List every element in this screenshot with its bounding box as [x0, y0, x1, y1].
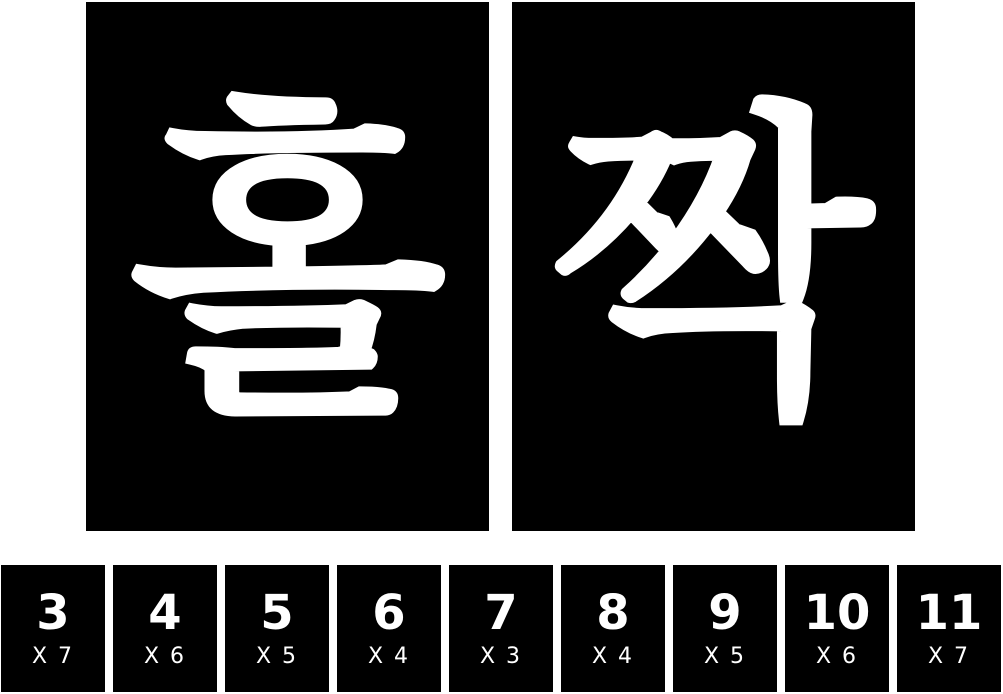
sum-multiplier: X 4 — [367, 644, 411, 669]
sum-tile-5[interactable] — [225, 565, 329, 692]
sum-tile-11[interactable] — [897, 565, 1001, 692]
sum-multiplier: X 6 — [815, 644, 859, 669]
sum-value: 6 — [372, 585, 406, 641]
sum-multiplier: X 7 — [927, 644, 971, 669]
sum-value: 7 — [484, 585, 518, 641]
odd-bet-button[interactable] — [86, 2, 489, 531]
sum-value: 10 — [803, 585, 871, 641]
sum-tile-8[interactable] — [561, 565, 665, 692]
sum-tile-3[interactable] — [1, 565, 105, 692]
even-bet-button[interactable] — [512, 2, 915, 531]
sum-multiplier: X 4 — [591, 644, 635, 669]
sum-bet-row — [1, 565, 1002, 692]
sum-multiplier: X 5 — [255, 644, 299, 669]
sum-tile-10[interactable] — [785, 565, 889, 692]
sum-value: 4 — [148, 585, 182, 641]
sum-tile-6[interactable] — [337, 565, 441, 692]
even-label: 짝 — [554, 74, 873, 459]
sum-multiplier: X 3 — [479, 644, 523, 669]
sum-value: 11 — [915, 585, 983, 641]
sum-multiplier: X 7 — [31, 644, 75, 669]
sum-value: 5 — [260, 585, 294, 641]
sum-tile-7[interactable] — [449, 565, 553, 692]
sum-value: 8 — [596, 585, 630, 641]
sum-multiplier: X 6 — [143, 644, 187, 669]
sum-tile-9[interactable] — [673, 565, 777, 692]
sum-value: 9 — [708, 585, 742, 641]
odd-label: 홀 — [128, 74, 447, 459]
sum-tile-4[interactable] — [113, 565, 217, 692]
sum-value: 3 — [36, 585, 70, 641]
sum-multiplier: X 5 — [703, 644, 747, 669]
